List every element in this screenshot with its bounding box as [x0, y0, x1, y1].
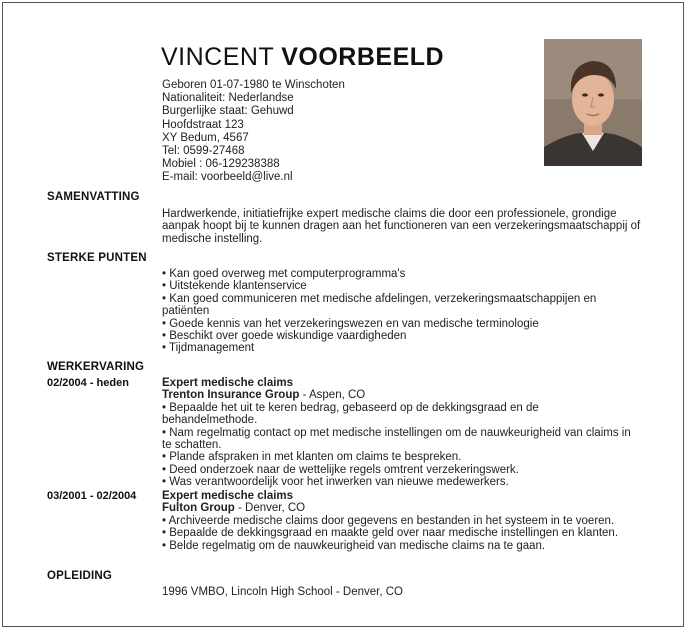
list-item: • Was verantwoordelijk voor het inwerken van nieuwe medewerkers. — [162, 476, 509, 489]
list-item: • Archiveerde medische claims door gegevens en bestanden in het systeem in te voeren. — [162, 514, 615, 527]
section-title-experience: WERKERVARING — [47, 361, 145, 373]
job-company-line — [162, 389, 632, 401]
contact-line: Geboren 01-07-1980 te Winschoten — [162, 79, 345, 91]
strengths-list — [162, 268, 637, 355]
contact-line: XY Bedum, 4567 — [162, 131, 249, 144]
profile-photo — [544, 39, 642, 166]
list-item: • Beschikt over goede wiskundige vaardigheden — [162, 330, 407, 343]
contact-line: Tel: 0599-27468 — [162, 145, 245, 158]
job-entry — [162, 377, 632, 489]
job-title: Expert medische claims — [162, 377, 294, 389]
list-item: • Bepaalde het uit te keren bedrag, gebaseerd op de dekkingsgraad en de behandelmethode. — [162, 401, 539, 427]
company-name: Trenton Insurance Group — [162, 389, 300, 402]
list-item: • Belde regelmatig om de nauwkeurigheid van medische claims na te gaan. — [162, 539, 546, 552]
resume-page — [2, 2, 684, 627]
section-title-summary: SAMENVATTING — [47, 191, 140, 203]
job-company-line — [162, 502, 642, 514]
list-item: • Kan goed overweg met computerprogramma's — [162, 268, 406, 280]
summary-text: Hardwerkende, initiatiefrijke expert medische claims die door een professionele, grondige aanpak hoopt bij te kunnen dragen aan het functioneren van een verzekeringsmaatschappij of medische instelling. — [162, 208, 641, 245]
contact-line: Burgerlijke staat: Gehuwd — [162, 105, 294, 118]
education-text: 1996 VMBO, Lincoln High School - Denver, CO — [162, 586, 403, 598]
first-name: VINCENT — [161, 43, 274, 71]
list-item: • Kan goed communiceren met medische afdelingen, verzekeringsmaatschappijen en patiënten — [162, 292, 597, 318]
contact-line: E-mail: voorbeeld@live.nl — [162, 171, 293, 184]
list-item: • Deed onderzoek naar de wettelijke regels omtrent verzekeringswerk. — [162, 463, 519, 476]
candidate-name — [161, 43, 444, 72]
job-dates: 02/2004 - heden — [47, 377, 129, 389]
section-title-education: OPLEIDING — [47, 570, 113, 582]
contact-line: Hoofdstraat 123 — [162, 118, 244, 131]
job-dates: 03/2001 - 02/2004 — [47, 490, 137, 502]
list-item: • Nam regelmatig contact op met medische instellingen om de nauwkeurigheid van claims in te schatten. — [162, 426, 631, 452]
list-item: • Plande afspraken in met klanten om claims te bespreken. — [162, 451, 462, 464]
section-title-strengths: STERKE PUNTEN — [47, 252, 147, 264]
last-name: VOORBEELD — [281, 43, 445, 71]
job-title: Expert medische claims — [162, 490, 294, 502]
company-name: Fulton Group — [162, 502, 235, 515]
company-location: - Aspen, CO — [299, 389, 366, 402]
job-entry — [162, 490, 642, 552]
list-item: • Goede kennis van het verzekeringswezen en van medische terminologie — [162, 317, 539, 330]
list-item: • Bepaalde de dekkingsgraad en maakte geld over naar medische instellingen en klanten. — [162, 527, 619, 540]
contact-line: Nationaliteit: Nederlandse — [162, 92, 294, 105]
contact-line: Mobiel : 06-129238388 — [162, 158, 280, 171]
list-item: • Tijdmanagement — [162, 342, 255, 355]
list-item: • Uitstekende klantenservice — [162, 280, 307, 293]
company-location: - Denver, CO — [234, 502, 306, 515]
contact-details — [162, 79, 345, 185]
